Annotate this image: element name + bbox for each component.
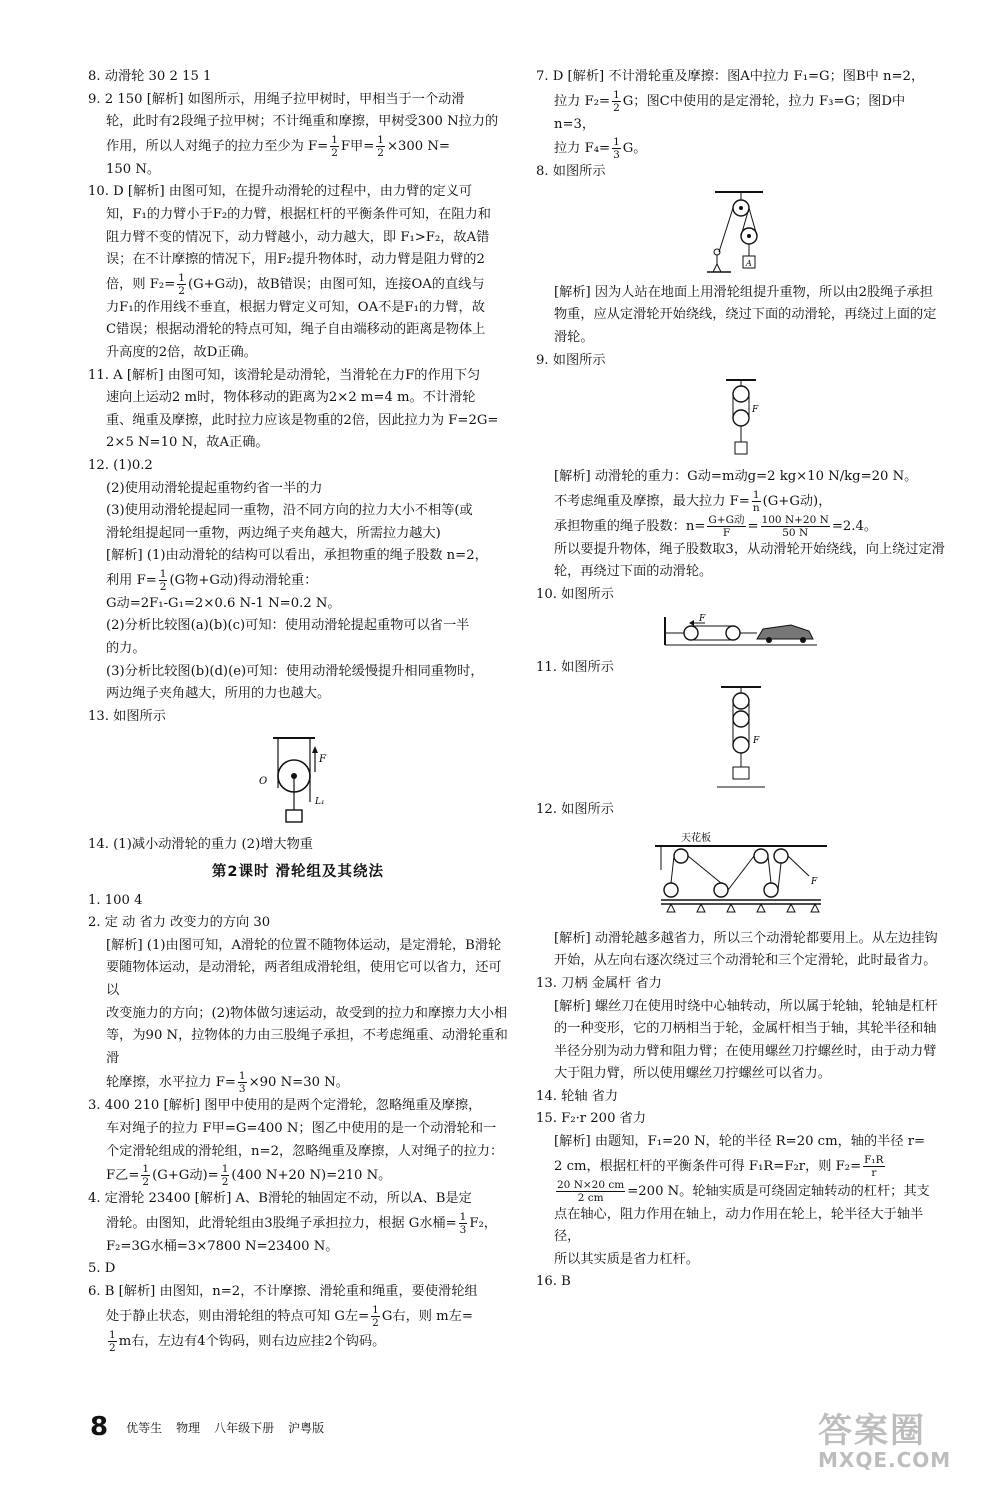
svg-text:A: A (746, 258, 752, 268)
s-answer-5: 5. D (88, 1261, 116, 1277)
watermark-url: MXQE.COM (818, 1448, 952, 1472)
svg-text:L₁: L₁ (315, 797, 325, 808)
answer-13: 13. 如图所示 (88, 708, 166, 724)
svg-text:F: F (752, 405, 759, 416)
svg-text:天花板: 天花板 (681, 832, 711, 844)
s-answer-2: 2. 定 动 省力 改变力的方向 30 (88, 915, 271, 931)
watermark (818, 1403, 993, 1483)
answer-16-right: 16. B (536, 1274, 571, 1290)
figure-12 (536, 826, 946, 922)
figure-10 (536, 611, 946, 651)
figure-8 (536, 188, 946, 276)
watermark-text: 答案圈 (818, 1411, 926, 1451)
right-column: 7. D [解析] 不计滑轮重及摩擦：图A中拉力 F₁=G；图B中 n=2， 拉力 F₂= $\frac{1}{2}$ G；图C中使用的是定滑轮，拉力 F₃=G；图D中 n=3， 拉力 F₄= $\frac{1}{3}$ G。 8. 如图所示 A [解析] 因为人站在地面上用滑轮组提升重物，所以由2股绳子承担物重，应从定滑轮开始绕线，绕过下面的动滑轮，再绕过上面的定滑轮。 9. 如图所示 F [解析] 动滑轮的重力：G动=m动g=2 kg×10 N/kg=20 N。 不考虑绳重及摩擦，最大拉力 F= $\frac{1}{n}$ (G+G动)， 承担物重的绳子股数：n= G+G动 F = $\frac{100 N+20 N}{50 N}$ =2.4。 所以要提升物体，绳子股数取3，从动滑轮开始绕线，向上绕过定滑轮，再绕过下面的动滑轮。 10. 如图所示 F 11. 如图所示 F 12. 如图所示 天花板 F [解析] 动滑轮越多越省力，所以三个动滑轮都要用上。从左边挂钩开始，从左向右逐次绕过三个动滑轮和三个定滑轮，此时最省力。 13. 刀柄 金属杆 省力 [解析] 螺丝刀在使用时绕中心轴转动，所以属于轮轴，轮轴是杠杆的一种变形，它的刀柄相当于轮，金属杆相当于轴，其轮半径和轴半径分别为动力臂和阻力臂；在使用螺丝刀拧螺丝时，由于动力臂大于阻力臂，所以使用螺丝刀拧螺丝可以省力。 14. 轮轴 省力 15. F₂·r 200 省力 [解析] 由题知，F₁=20 N，轮的半径 R=20 cm，轴的半径 r= 2 cm，根据杠杆的平衡条件可得 F₁R=F₂r，则 F₂= $\frac{\text{F₁R}}{r}$ $\frac{20 N\times 20 cm}{2 cm}$ =200 N。轮轴实质是可绕固定轴转动的杠杆；其支 点在轴心，阻力作用在轴上，动力作用在轮上，轮半径大于轴半径， 所以其实质是省力杠杆。 16. B (536, 66, 946, 1294)
answer-14-right: 14. 轮轴 省力 (536, 1088, 619, 1104)
explanation-12: [解析] 动滑轮越多越省力，所以三个动滑轮都要用上。从左边挂钩开始，从左向右逐次绕过三个动滑轮和三个定滑轮，此时最省力。 (554, 930, 938, 969)
svg-text:F: F (753, 736, 760, 747)
svg-text:F: F (319, 754, 326, 766)
answer-9: 9. 2 150 [解析] 如图所示，用绳子拉甲树时，甲相当于一个动滑 (88, 91, 465, 107)
s-answer-1: 1. 100 4 (88, 892, 143, 908)
figure-11 (536, 683, 946, 793)
s-answer-6: 6. B [解析] 由图知，n=2，不计摩擦、滑轮重和绳重，要使滑轮组 (88, 1283, 478, 1299)
answer-11-right: 11. 如图所示 (536, 659, 614, 675)
footer-subject: 物理 (176, 1420, 201, 1435)
answer-12: 12. (1)0.2 (88, 457, 153, 473)
answer-15-right: 15. F₂·r 200 省力 (536, 1111, 647, 1127)
svg-text:O: O (259, 776, 268, 788)
figure-13 (88, 732, 508, 828)
answer-14: 14. (1)减小动滑轮的重力 (2)增大物重 (88, 837, 313, 853)
answer-7: 7. D [解析] 不计滑轮重及摩擦：图A中拉力 F₁=G；图B中 n=2， (536, 69, 925, 84)
section-title: 第2课时 滑轮组及其绕法 (211, 864, 385, 881)
explanation-8: [解析] 因为人站在地面上用滑轮组提升重物，所以由2股绳子承担物重，应从定滑轮开始绕线，绕过下面的动滑轮，再绕过上面的定滑轮。 (554, 284, 937, 345)
answer-8-right: 8. 如图所示 (536, 164, 606, 180)
page-number: 8 (90, 1412, 109, 1442)
footer-edition: 沪粤版 (288, 1420, 325, 1435)
answer-8: 8. 动滑轮 30 2 15 1 (88, 69, 212, 84)
svg-text:F: F (699, 613, 706, 624)
s-answer-3: 3. 400 210 [解析] 图甲中使用的是两个定滑轮，忽略绳重及摩擦， (88, 1098, 482, 1114)
answer-10: 10. D [解析] 由图可知，在提升动滑轮的过程中，由力臂的定义可 (88, 184, 473, 200)
figure-9 (536, 376, 946, 460)
footer-brand: 优等生 (126, 1420, 163, 1435)
page-footer (90, 1412, 338, 1442)
explanation-13: [解析] 螺丝刀在使用时绕中心轴转动，所以属于轮轴，轮轴是杠杆的一种变形，它的刀柄相当于轮，金属杆相当于轴，其轮半径和轴半径分别为动力臂和阻力臂；在使用螺丝刀拧螺丝时，由于动力臂大于阻力臂，所以使用螺丝刀拧螺丝可以省力。 (554, 998, 938, 1082)
explanation-9: [解析] 动滑轮的重力：G动=m动g=2 kg×10 N/kg=20 N。 (554, 469, 918, 485)
footer-grade: 八年级下册 (214, 1420, 275, 1435)
answer-12-right: 12. 如图所示 (536, 802, 614, 818)
left-column: 8. 动滑轮 30 2 15 1 9. 2 150 [解析] 如图所示，用绳子拉甲树时，甲相当于一个动滑 轮，此时有2段绳子拉甲树；不计绳重和摩擦，甲树受300 N拉力的 作用，所以人对绳子的拉力至少为 F= $\frac{1}{2}$ F甲= $\frac{1}{2}$ ×300 N= 150 N。 10. D [解析] 由图可知，在提升动滑轮的过程中，由力臂的定义可 知，F₁的力臂小于F₂的力臂，根据杠杆的平衡条件可知，在阻力和 阻力臂不变的情况下，动力臂越小，动力越大，即 F₁>F₂，故A错 误；在不计摩擦的情况下，用F₂提升物体时，动力臂是阻力臂的2 倍，则 F₂= $\frac{1}{2}$ (G+G动)，故B错误；由图可知，连接OA的直线与 力F₁的作用线不垂直，根据力臂定义可知，OA不是F₁的力臂，故 C错误；根据动滑轮的特点可知，绳子自由端移动的距离是物体上 升高度的2倍，故D正确。 11. A [解析] 由图可知，该滑轮是动滑轮，当滑轮在力F的作用下匀 速向上运动2 m时，物体移动的距离为2×2 m=4 m。不计滑轮 重、绳重及摩擦，此时拉力应该是物重的2倍，因此拉力为 F=2G= 2×5 N=10 N，故A正确。 12. (1)0.2 (2)使用动滑轮提起重物约省一半的力 (3)使用动滑轮提起同一重物，沿不同方向的拉力大小不相等(或 滑轮组提起同一重物，两边绳子夹角越大，所需拉力越大) [解析] (1)由动滑轮的结构可以看出，承担物重的绳子股数 n=2， 利用 F= $\frac{1}{2}$ (G物+G动)得动滑轮重： G动=2F₁-G₁=2×0.6 N-1 N=0.2 N。 (2)分析比较图(a)(b)(c)可知：使用动滑轮提起重物可以省一半 的力。 (3)分析比较图(b)(d)(e)可知：使用动滑轮缓慢提升相同重物时， 两边绳子夹角越大，所用的力也越大。 13. 如图所示 F O L₁ 14. (1)减小动滑轮的重力 (2)增大物重 第2课时 滑轮组及其绕法 1. 100 4 2. 定 动 省力 改变力的方向 30 [解析] (1)由图可知，A滑轮的位置不随物体运动，是定滑轮，B滑轮 要随物体运动，是动滑轮，两者组成滑轮组，使用它可以省力，还可以 改变施力的方向；(2)物体做匀速运动，故受到的拉力和摩擦力大小相 等，为90 N，拉物体的力由三股绳子承担，不考虑绳重、动滑轮重和滑 轮摩擦，水平拉力 F= $\frac{1}{3}$ ×90 N=30 N。 3. 400 210 [解析] 图甲中使用的是两个定滑轮，忽略绳重及摩擦， 车对绳子的拉力 F甲=G=400 N；图乙中使用的是一个动滑轮和一 个定滑轮组成的滑轮组，n=2，忽略绳重及摩擦，人对绳子的拉力： F乙= $\frac{1}{2}$ (G+G动)= $\frac{1}{2}$ (400 N+20 N)=210 N。 4. 定滑轮 23400 [解析] A、B滑轮的轴固定不动，所以A、B是定 滑轮。由图知，此滑轮组由3股绳子承担拉力，根据 G水桶= $\frac{1}{3}$ F₂， F₂=3G水桶=3×7800 N=23400 N。 5. D 6. B [解析] 由图知，n=2，不计摩擦、滑轮重和绳重，要使滑轮组 处于静止状态，则由滑轮组的特点可知 G左= $\frac{1}{2}$ G右，则 m左= $\frac{1}{2}$ m右，左边有4个钩码，则右边应挂2个钩码。 (88, 66, 508, 1354)
answer-13-right: 13. 刀柄 金属杆 省力 (536, 975, 662, 991)
answer-11: 11. A [解析] 由图可知，该滑轮是动滑轮，当滑轮在力F的作用下匀 (88, 367, 481, 383)
answer-9-right: 9. 如图所示 (536, 352, 606, 368)
svg-text:F: F (811, 876, 818, 887)
answer-10-right: 10. 如图所示 (536, 586, 614, 602)
s-answer-4: 4. 定滑轮 23400 [解析] A、B滑轮的轴固定不动，所以A、B是定 (88, 1191, 472, 1207)
